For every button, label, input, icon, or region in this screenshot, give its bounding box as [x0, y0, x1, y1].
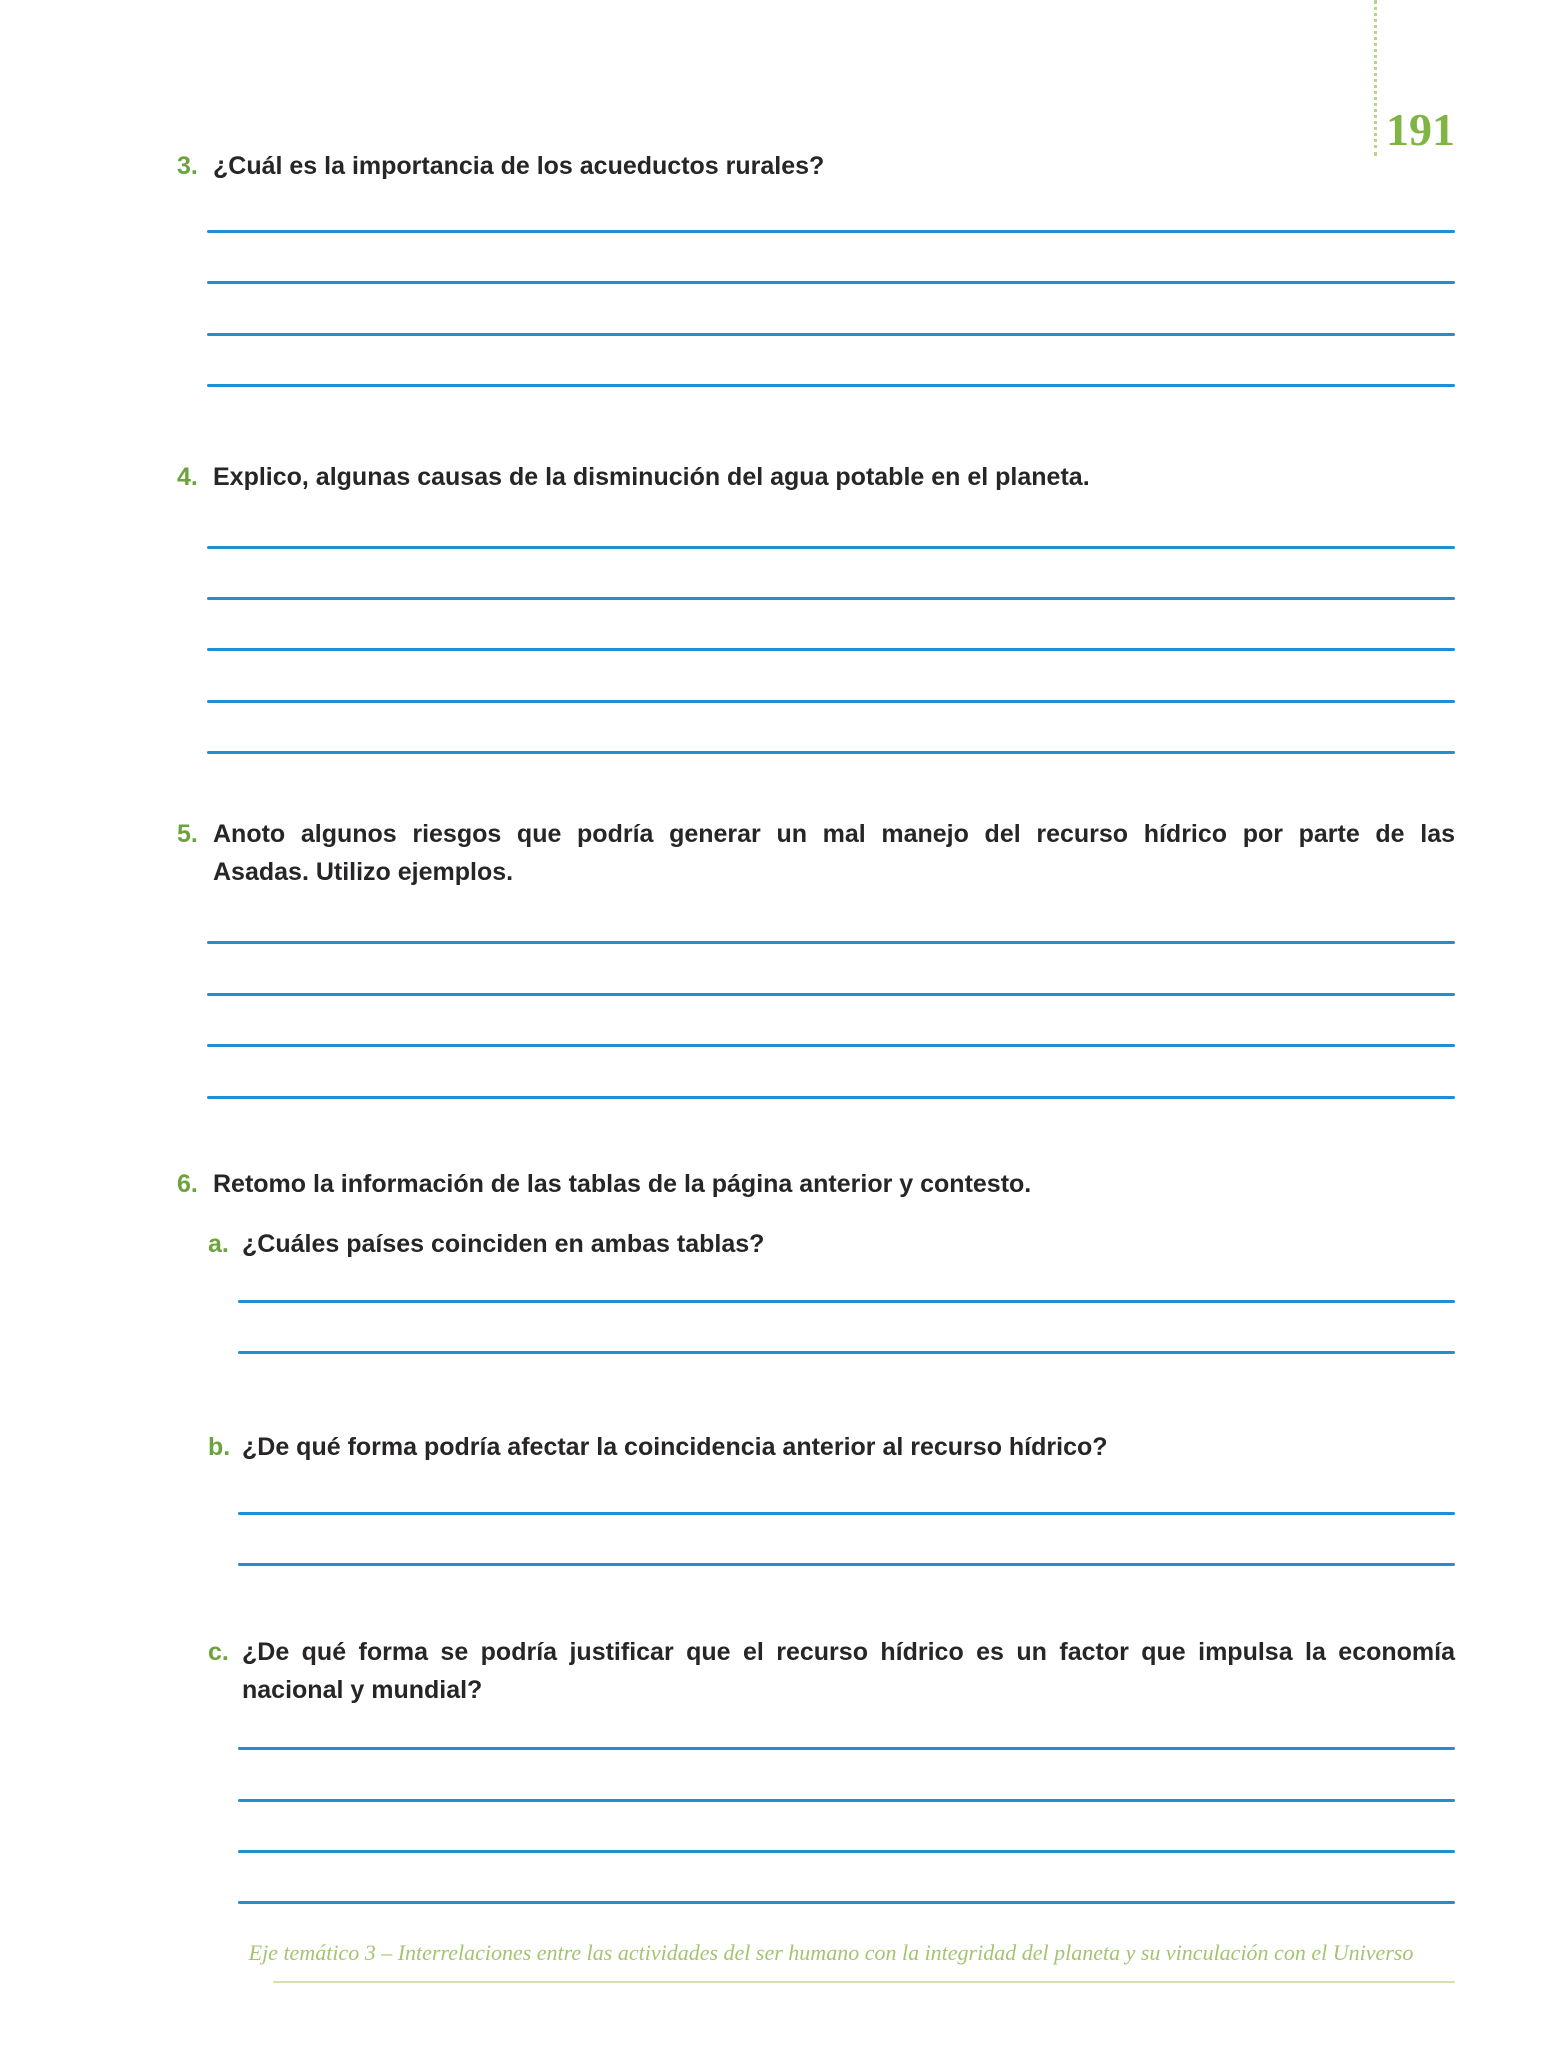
answer-line — [207, 384, 1455, 387]
footer-underline — [273, 1981, 1455, 1983]
answer-line — [238, 1563, 1455, 1566]
answer-line — [207, 700, 1455, 703]
answer-line — [238, 1300, 1455, 1303]
question-text-line: Asadas. Utilizo ejemplos. — [213, 858, 514, 886]
answer-line — [207, 941, 1455, 944]
answer-line — [207, 230, 1455, 233]
page-number-dotted-line — [1374, 0, 1377, 156]
answer-line — [207, 1096, 1455, 1099]
answer-line — [238, 1747, 1455, 1750]
answer-line — [238, 1799, 1455, 1802]
subquestion-text: ¿Cuáles países coinciden en ambas tablas? — [242, 1230, 765, 1258]
answer-line — [207, 281, 1455, 284]
answer-line — [238, 1351, 1455, 1354]
question-number: 3. — [177, 152, 198, 180]
answer-line — [207, 546, 1455, 549]
subquestion-letter: c. — [208, 1638, 229, 1666]
question-text — [213, 815, 1455, 891]
answer-line — [238, 1512, 1455, 1515]
answer-line — [238, 1850, 1455, 1853]
answer-line — [207, 597, 1455, 600]
answer-line — [207, 648, 1455, 651]
subquestion-letter: a. — [208, 1230, 229, 1258]
question-number: 6. — [177, 1170, 198, 1198]
question-text: Explico, algunas causas de la disminución del agua potable en el planeta. — [213, 463, 1090, 491]
question-text: Retomo la información de las tablas de la página anterior y contesto. — [213, 1170, 1032, 1198]
subquestion-text: ¿De qué forma podría afectar la coincidencia anterior al recurso hídrico? — [242, 1433, 1108, 1461]
subquestion-letter: b. — [208, 1433, 231, 1461]
page-number: 191 — [1386, 104, 1455, 155]
answer-line — [207, 1044, 1455, 1047]
subquestion-text-line: nacional y mundial? — [242, 1676, 483, 1704]
footer-text: Eje temático 3 – Interrelaciones entre las actividades del ser humano con la integridad del planeta y su vinculación con el Universo — [248, 1940, 1414, 1965]
question-text-line: Anoto algunos riesgos que podría generar un mal manejo del recurso hídrico por parte de las — [213, 820, 1455, 848]
answer-line — [207, 751, 1455, 754]
question-text: ¿Cuál es la importancia de los acueductos rurales? — [213, 152, 825, 180]
answer-line — [207, 993, 1455, 996]
answer-line — [207, 333, 1455, 336]
question-number: 5. — [177, 820, 198, 848]
subquestion-text — [242, 1633, 1455, 1709]
subquestion-text-line: ¿De qué forma se podría justificar que el recurso hídrico es un factor que impulsa la economía — [242, 1638, 1455, 1666]
question-number: 4. — [177, 463, 198, 491]
answer-line — [238, 1901, 1455, 1904]
